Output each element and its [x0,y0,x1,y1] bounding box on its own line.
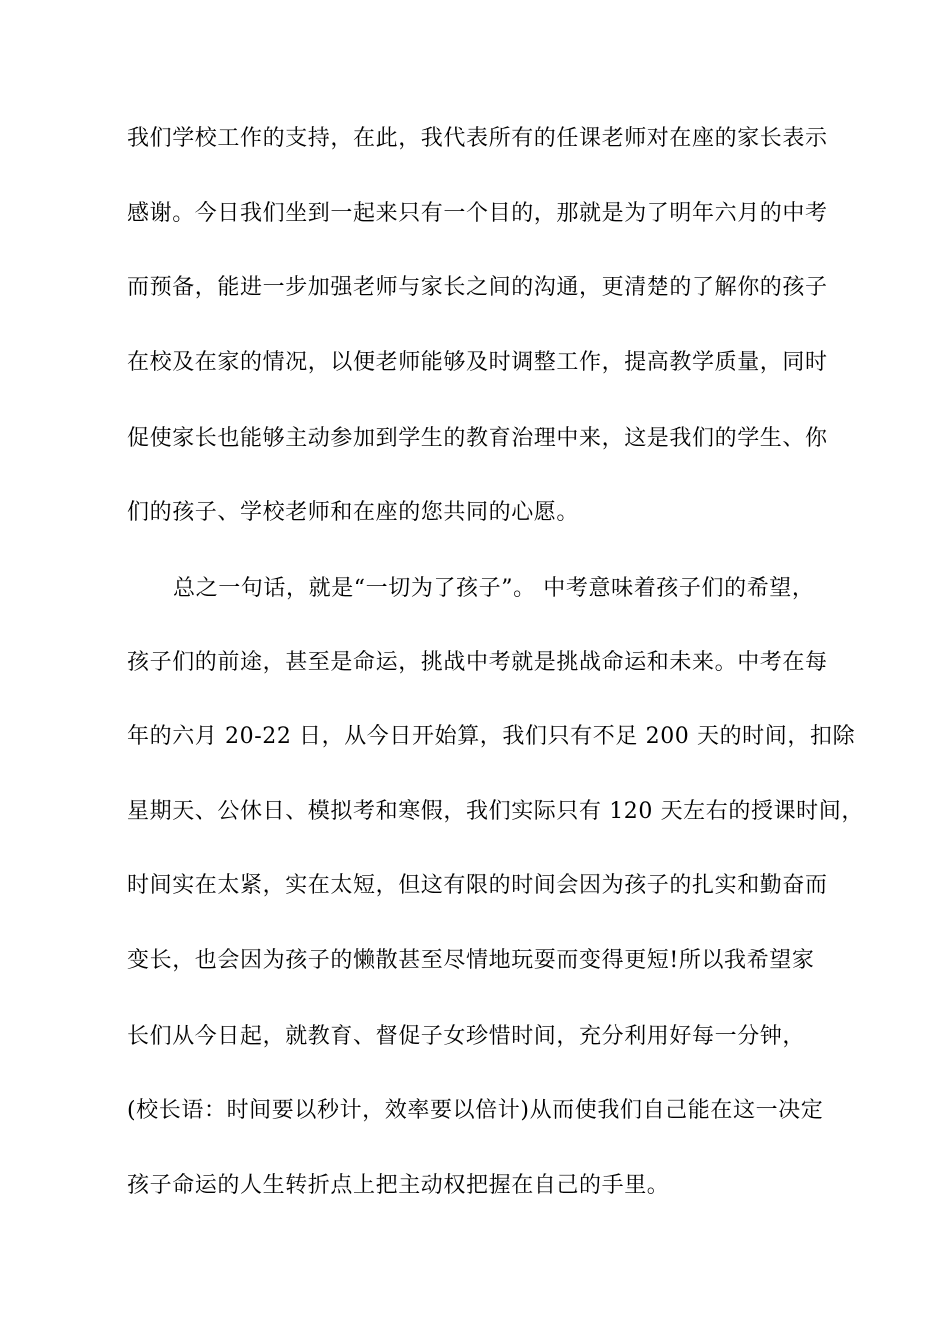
text-line: (校长语：时间要以秒计，效率要以倍计)从而使我们自己能在这一决定 [127,1098,824,1123]
text-line: 星期天、公休日、模拟考和寒假，我们实际只有 120 天左右的授课时间， [127,799,864,824]
text-line: 年的六月 20-22 日，从今日开始算，我们只有不足 200 天的时间，扣除 [127,724,856,749]
text-line: 感谢。今日我们坐到一起来只有一个目的，那就是为了明年六月的中考 [127,201,828,226]
text-line: 变长，也会因为孩子的懒散甚至尽情地玩耍而变得更短!所以我希望家 [127,948,815,973]
text-line: 在校及在家的情况，以便老师能够及时调整工作，提高教学质量，同时 [127,350,828,375]
text-line: 我们学校工作的支持，在此，我代表所有的任课老师对在座的家长表示 [127,126,828,151]
paragraph-first-line: 总之一句话，就是“一切为了孩子”。 中考意味着孩子们的希望， [173,576,815,601]
text-line: 促使家长也能够主动参加到学生的教育治理中来，这是我们的学生、你 [127,426,828,451]
text-line: 时间实在太紧，实在太短，但这有限的时间会因为孩子的扎实和勤奋而 [127,873,828,898]
text-line: 而预备，能进一步加强老师与家长之间的沟通，更清楚的了解你的孩子 [127,275,828,300]
text-line: 长们从今日起，就教育、督促子女珍惜时间，充分利用好每一分钟， [127,1024,806,1049]
text-line: 们的孩子、学校老师和在座的您共同的心愿。 [127,500,580,525]
text-line: 孩子命运的人生转折点上把主动权把握在自己的手里。 [127,1173,670,1198]
text-line: 孩子们的前途，甚至是命运，挑战中考就是挑战命运和未来。中考在每 [127,650,828,675]
